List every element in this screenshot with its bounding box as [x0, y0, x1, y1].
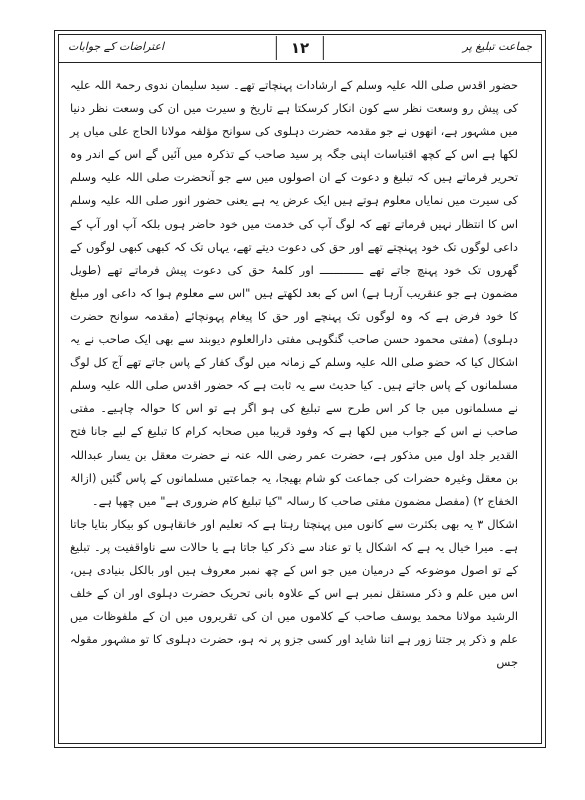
header-chapter-title: اعتراضات کے جوابات	[68, 40, 165, 53]
page-body	[70, 74, 518, 674]
page-number: ۱۲	[276, 36, 324, 60]
header-section-title: جماعت تبلیغ پر	[462, 40, 532, 53]
paragraph-1: حضور اقدس صلی اللہ علیہ وسلم کے ارشادات پہنچاتے تھے۔ سید سلیمان ندوی رحمۃ اللہ علیہ کی پیش رو وسعت نظر سے کون انکار کرسکتا ہے تاریخ و سیرت میں ان کی وسعت نظر دنیا میں مشہور ہے، انھوں نے جو مقدمہ حضرت دہلوی کی سوانح مؤلفہ مولانا الحاج علی میاں پر لکھا ہے اس کے کچھ اقتباسات اپنی جگہ پر سید صاحب کے تذکرہ میں آئیں گے اس کے اندر وہ تحریر فرماتے ہیں کہ تبلیغ و دعوت کے ان اصولوں میں سے جو آنحضرت صلی اللہ علیہ وسلم کی سیرت میں نمایاں معلوم ہوتے ہیں ایک عرض یہ ہے یعنی حضور انور صلی اللہ علیہ وسلم اس کا انتظار نہیں فرماتے تھے کہ لوگ آپ کی خدمت میں خود حاضر ہوں بلکہ آپ اور آپ کے داعی لوگوں تک خود پہنچتے تھے اور حق کی دعوت دیتے تھے، یہاں تک کہ کبھی کبھی لوگوں کے گھروں تک خود پہنچ جاتے تھے ـــــــــــــ اور کلمۂ حق کی دعوت پیش فرماتے تھے (طویل مضمون ہے جو عنقریب آرہا ہے) اس کے بعد لکھتے ہیں "اس سے معلوم ہوا کہ داعی اور مبلغ کا خود فرض ہے کہ وہ لوگوں تک پہنچے اور حق کا پیغام پہونچائے (مقدمہ سوانح حضرت دہلوی) (مفتی محمود حسن صاحب گنگوہی مفتی دارالعلوم دیوبند سے بھی ایک صاحب نے یہ اشکال کیا کہ حضو صلی اللہ علیہ وسلم کے زمانہ میں لوگ کفار کے پاس جاتے تھے آج کل لوگ مسلمانوں کے پاس جاتے ہیں۔ کیا حدیث سے یہ ثابت ہے کہ حضور اقدس صلی اللہ علیہ وسلم نے مسلمانوں میں جا کر اس طرح سے تبلیغ کی ہو اگر ہے تو اس کا حوالہ چاہیے۔ مفتی صاحب نے اس کے جواب میں لکھا ہے کہ وفود قریبا میں صحابہ کرام کا تبلیغ کے لیے جانا فتح القدیر جلد اول میں مذکور ہے، حضرت عمر رضی اللہ عنہ نے حضرت معقل بن یسار عبداللہ بن معقل وغیرہ حضرات کی جماعت کو شام بھیجا، یہ جماعتیں مسلمانوں کے پاس گئیں (ازالۃ الخفاج ۲) (مفصل مضمون مفتی صاحب کا رسالہ "کیا تبلیغ کام ضروری ہے" میں چھپا ہے۔	[70, 78, 518, 508]
header-divider	[58, 62, 542, 63]
paragraph-2: اشکال ۳ یہ بھی بکثرت سے کانوں میں پہنچتا رہتا ہے کہ تعلیم اور خانقاہوں کو بیکار بتایا جاتا ہے۔ میرا خیال یہ ہے کہ اشکال یا تو عناد سے ذکر کیا جاتا ہے یا حالات سے ناواقفیت پر۔ تبلیغ کے تو اصول موضوعہ کے درمیان میں جو اس کے چھ نمبر معروف ہیں اور بالکل بنیادی ہیں، اس میں علم و ذکر مستقل نمبر ہے اس کے علاوہ بانی تحریک حضرت دہلوی اور ان کے خلف الرشید مولانا محمد یوسف صاحب کے کلاموں میں ان کی تقریروں میں ان کے ملفوظات میں علم و ذکر پر جتنا زور ہے اتنا شاید اور کسی جزو پر نہ ہو، حضرت دہلوی کا تو مشہور مقولہ جس	[70, 516, 518, 670]
running-header	[62, 36, 538, 62]
